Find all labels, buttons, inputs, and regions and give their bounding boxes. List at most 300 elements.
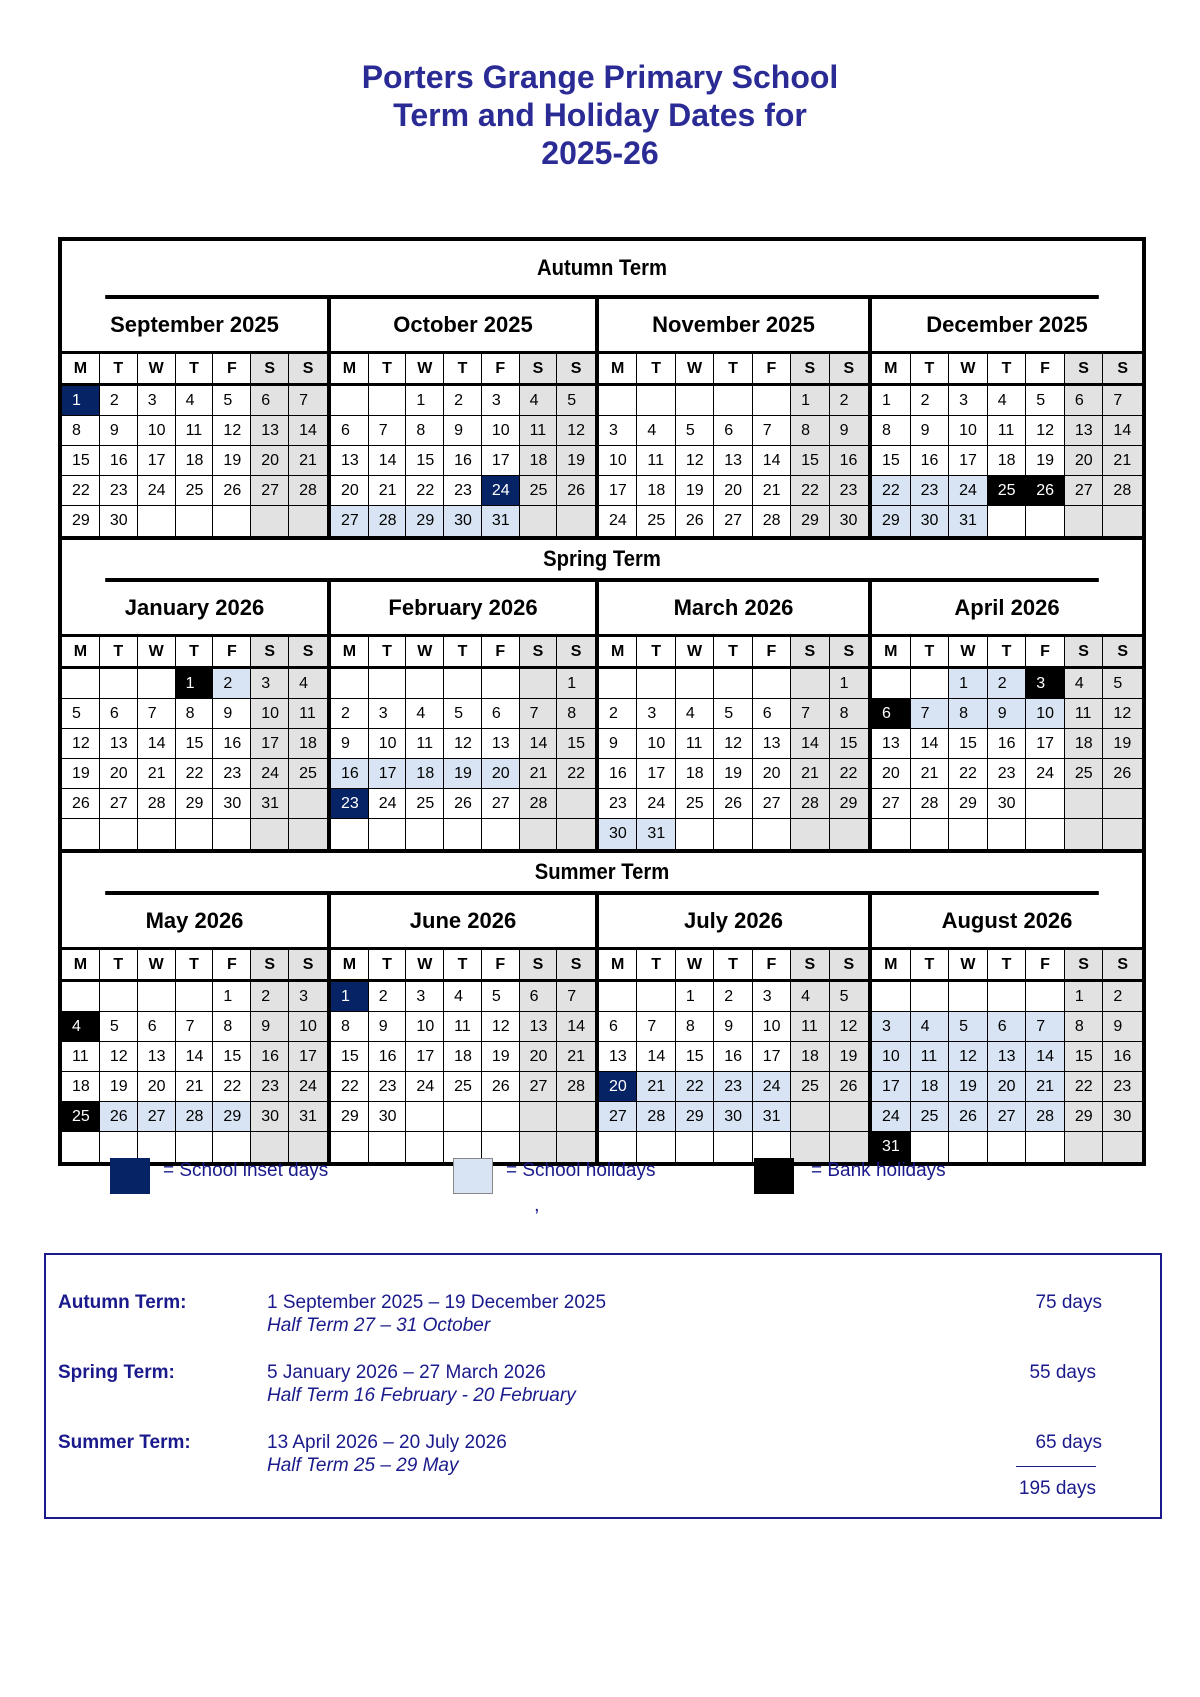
month-block xyxy=(872,895,1142,1162)
day-cell: 10 xyxy=(482,416,520,446)
day-cell: 1 xyxy=(213,982,251,1012)
day-cell: 13 xyxy=(872,729,911,759)
empty-cell xyxy=(676,819,714,849)
day-cell: 21 xyxy=(138,759,176,789)
weekday-header: S xyxy=(520,950,558,982)
day-cell: 31 xyxy=(949,506,988,536)
day-cell: 12 xyxy=(1026,416,1065,446)
day-cell: 12 xyxy=(676,446,714,476)
day-cell: 8 xyxy=(213,1012,251,1042)
day-cell: 26 xyxy=(62,789,100,819)
day-cell: 18 xyxy=(176,446,214,476)
empty-cell xyxy=(949,982,988,1012)
day-cell: 10 xyxy=(251,699,289,729)
day-cell: 3 xyxy=(251,669,289,699)
day-cell: 5 xyxy=(949,1012,988,1042)
day-cell: 20 xyxy=(753,759,791,789)
day-cell: 10 xyxy=(289,1012,327,1042)
empty-cell xyxy=(791,669,829,699)
day-cell: 6 xyxy=(714,416,752,446)
day-cell: 19 xyxy=(1103,729,1142,759)
day-cell: 15 xyxy=(62,446,100,476)
day-cell: 4 xyxy=(289,669,327,699)
day-cell: 26 xyxy=(482,1072,520,1102)
day-cell: 7 xyxy=(1103,386,1142,416)
empty-cell xyxy=(988,982,1027,1012)
day-cell: 28 xyxy=(289,476,327,506)
day-cell: 30 xyxy=(830,506,868,536)
weekday-header: T xyxy=(637,354,675,386)
day-cell: 2 xyxy=(599,699,637,729)
day-cell: 2 xyxy=(444,386,482,416)
day-cell: 26 xyxy=(949,1102,988,1132)
month-grid xyxy=(62,637,327,849)
day-cell: 10 xyxy=(949,416,988,446)
day-cell: 13 xyxy=(988,1042,1027,1072)
weekday-header: T xyxy=(444,637,482,669)
weekday-header: S xyxy=(251,354,289,386)
weekday-header: W xyxy=(676,354,714,386)
day-cell: 27 xyxy=(520,1072,558,1102)
empty-cell xyxy=(753,386,791,416)
day-cell: 9 xyxy=(830,416,868,446)
day-cell: 4 xyxy=(988,386,1027,416)
month-block xyxy=(62,582,331,849)
day-cell: 16 xyxy=(911,446,950,476)
day-cell: 20 xyxy=(1065,446,1104,476)
spring-summary-label: Spring Term: xyxy=(58,1362,175,1383)
weekday-header: S xyxy=(1065,637,1104,669)
day-cell: 10 xyxy=(406,1012,444,1042)
empty-cell xyxy=(872,982,911,1012)
day-cell: 31 xyxy=(289,1102,327,1132)
day-cell: 18 xyxy=(444,1042,482,1072)
month-title: April 2026 xyxy=(872,582,1142,637)
day-cell: 8 xyxy=(62,416,100,446)
empty-cell xyxy=(1026,982,1065,1012)
weekday-header: F xyxy=(1026,637,1065,669)
month-grid xyxy=(599,950,868,1162)
empty-cell xyxy=(1065,819,1104,849)
day-cell: 10 xyxy=(369,729,407,759)
weekday-header: F xyxy=(213,637,251,669)
empty-cell xyxy=(714,669,752,699)
empty-cell xyxy=(753,669,791,699)
day-cell: 25 xyxy=(289,759,327,789)
day-cell: 2 xyxy=(1103,982,1142,1012)
empty-cell xyxy=(482,1102,520,1132)
day-cell: 17 xyxy=(406,1042,444,1072)
day-cell: 24 xyxy=(637,789,675,819)
day-cell: 28 xyxy=(138,789,176,819)
day-cell: 14 xyxy=(791,729,829,759)
empty-cell xyxy=(138,506,176,536)
weekday-header: F xyxy=(482,354,520,386)
day-cell: 11 xyxy=(289,699,327,729)
day-cell: 6 xyxy=(100,699,138,729)
summer-summary-range: 13 April 2026 – 20 July 2026 xyxy=(267,1432,507,1453)
day-cell: 28 xyxy=(557,1072,595,1102)
day-cell: 13 xyxy=(331,446,369,476)
month-grid xyxy=(872,354,1142,536)
day-cell: 18 xyxy=(62,1072,100,1102)
day-cell: 16 xyxy=(251,1042,289,1072)
day-cell: 9 xyxy=(251,1012,289,1042)
day-cell: 19 xyxy=(714,759,752,789)
months-row xyxy=(62,895,1142,1162)
weekday-header: M xyxy=(331,354,369,386)
empty-cell xyxy=(1065,789,1104,819)
day-cell: 4 xyxy=(676,699,714,729)
day-cell: 24 xyxy=(289,1072,327,1102)
summer-summary-half-term: Half Term 25 – 29 May xyxy=(267,1455,459,1476)
day-cell: 18 xyxy=(911,1072,950,1102)
weekday-header: F xyxy=(213,950,251,982)
day-cell: 19 xyxy=(213,446,251,476)
day-cell: 21 xyxy=(520,759,558,789)
weekday-header: S xyxy=(251,950,289,982)
day-cell: 11 xyxy=(444,1012,482,1042)
day-cell: 18 xyxy=(637,476,675,506)
month-block xyxy=(872,582,1142,849)
empty-cell xyxy=(1065,506,1104,536)
day-cell: 14 xyxy=(176,1042,214,1072)
term-header-autumn: Autumn Term xyxy=(105,241,1099,299)
day-cell: 29 xyxy=(949,789,988,819)
day-cell: 24 xyxy=(138,476,176,506)
weekday-header: T xyxy=(911,354,950,386)
day-cell: 24 xyxy=(482,476,520,506)
empty-cell xyxy=(714,819,752,849)
day-cell: 17 xyxy=(637,759,675,789)
day-cell: 23 xyxy=(714,1072,752,1102)
day-cell: 6 xyxy=(599,1012,637,1042)
day-cell: 26 xyxy=(557,476,595,506)
day-cell: 1 xyxy=(872,386,911,416)
day-cell: 12 xyxy=(62,729,100,759)
empty-cell xyxy=(557,789,595,819)
day-cell: 15 xyxy=(830,729,868,759)
total-rule xyxy=(1016,1466,1096,1467)
weekday-header: S xyxy=(520,354,558,386)
day-cell: 17 xyxy=(289,1042,327,1072)
day-cell: 17 xyxy=(1026,729,1065,759)
weekday-header: T xyxy=(369,354,407,386)
day-cell: 16 xyxy=(830,446,868,476)
day-cell: 2 xyxy=(213,669,251,699)
weekday-header: M xyxy=(331,950,369,982)
day-cell: 15 xyxy=(331,1042,369,1072)
month-title: October 2025 xyxy=(331,299,595,354)
day-cell: 6 xyxy=(482,699,520,729)
day-cell: 25 xyxy=(406,789,444,819)
day-cell: 14 xyxy=(1026,1042,1065,1072)
weekday-header: T xyxy=(911,637,950,669)
day-cell: 10 xyxy=(753,1012,791,1042)
empty-cell xyxy=(791,819,829,849)
day-cell: 27 xyxy=(331,506,369,536)
day-cell: 15 xyxy=(557,729,595,759)
weekday-header: F xyxy=(753,354,791,386)
empty-cell xyxy=(482,819,520,849)
day-cell: 30 xyxy=(100,506,138,536)
day-cell: 3 xyxy=(872,1012,911,1042)
day-cell: 23 xyxy=(911,476,950,506)
empty-cell xyxy=(714,386,752,416)
weekday-header: M xyxy=(872,950,911,982)
day-cell: 16 xyxy=(1103,1042,1142,1072)
day-cell: 13 xyxy=(753,729,791,759)
day-cell: 26 xyxy=(1026,476,1065,506)
weekday-header: S xyxy=(251,637,289,669)
day-cell: 14 xyxy=(911,729,950,759)
day-cell: 1 xyxy=(176,669,214,699)
weekday-header: T xyxy=(100,354,138,386)
weekday-header: S xyxy=(289,354,327,386)
day-cell: 22 xyxy=(176,759,214,789)
day-cell: 12 xyxy=(1103,699,1142,729)
holiday-swatch xyxy=(453,1158,493,1194)
day-cell: 12 xyxy=(482,1012,520,1042)
empty-cell xyxy=(520,506,558,536)
empty-cell xyxy=(176,819,214,849)
day-cell: 7 xyxy=(637,1012,675,1042)
day-cell: 19 xyxy=(444,759,482,789)
day-cell: 29 xyxy=(406,506,444,536)
day-cell: 1 xyxy=(791,386,829,416)
day-cell: 27 xyxy=(482,789,520,819)
term-header-summer: Summer Term xyxy=(105,853,1099,895)
empty-cell xyxy=(676,386,714,416)
empty-cell xyxy=(213,506,251,536)
day-cell: 3 xyxy=(637,699,675,729)
day-cell: 4 xyxy=(444,982,482,1012)
empty-cell xyxy=(830,819,868,849)
weekday-header: W xyxy=(138,950,176,982)
day-cell: 25 xyxy=(520,476,558,506)
day-cell: 26 xyxy=(1103,759,1142,789)
day-cell: 13 xyxy=(520,1012,558,1042)
day-cell: 9 xyxy=(369,1012,407,1042)
day-cell: 24 xyxy=(369,789,407,819)
day-cell: 7 xyxy=(791,699,829,729)
day-cell: 7 xyxy=(520,699,558,729)
day-cell: 15 xyxy=(949,729,988,759)
day-cell: 7 xyxy=(369,416,407,446)
day-cell: 14 xyxy=(753,446,791,476)
day-cell: 3 xyxy=(289,982,327,1012)
day-cell: 7 xyxy=(289,386,327,416)
weekday-header: M xyxy=(62,950,100,982)
day-cell: 23 xyxy=(988,759,1027,789)
empty-cell xyxy=(62,819,100,849)
empty-cell xyxy=(176,982,214,1012)
month-grid xyxy=(599,354,868,536)
weekday-header: S xyxy=(791,354,829,386)
day-cell: 17 xyxy=(872,1072,911,1102)
title-line-3: 2025-26 xyxy=(541,135,659,171)
day-cell: 11 xyxy=(1065,699,1104,729)
month-block xyxy=(62,299,331,536)
day-cell: 3 xyxy=(482,386,520,416)
day-cell: 27 xyxy=(251,476,289,506)
day-cell: 18 xyxy=(1065,729,1104,759)
empty-cell xyxy=(1103,506,1142,536)
weekday-header: M xyxy=(62,637,100,669)
day-cell: 16 xyxy=(599,759,637,789)
term-summary-box xyxy=(44,1253,1162,1519)
month-grid xyxy=(331,637,595,849)
day-cell: 22 xyxy=(949,759,988,789)
weekday-header: M xyxy=(872,354,911,386)
month-title: August 2026 xyxy=(872,895,1142,950)
weekday-header: T xyxy=(637,637,675,669)
day-cell: 6 xyxy=(1065,386,1104,416)
day-cell: 10 xyxy=(599,446,637,476)
day-cell: 22 xyxy=(830,759,868,789)
title-line-2: Term and Holiday Dates for xyxy=(393,97,807,133)
day-cell: 24 xyxy=(599,506,637,536)
day-cell: 7 xyxy=(753,416,791,446)
day-cell: 21 xyxy=(1026,1072,1065,1102)
empty-cell xyxy=(599,982,637,1012)
day-cell: 11 xyxy=(62,1042,100,1072)
empty-cell xyxy=(911,819,950,849)
day-cell: 13 xyxy=(599,1042,637,1072)
day-cell: 20 xyxy=(872,759,911,789)
day-cell: 22 xyxy=(872,476,911,506)
day-cell: 17 xyxy=(599,476,637,506)
empty-cell xyxy=(444,1102,482,1132)
month-grid xyxy=(62,354,327,536)
day-cell: 23 xyxy=(830,476,868,506)
day-cell: 6 xyxy=(331,416,369,446)
empty-cell xyxy=(289,819,327,849)
autumn-summary-half-term: Half Term 27 – 31 October xyxy=(267,1315,491,1336)
day-cell: 23 xyxy=(213,759,251,789)
day-cell: 17 xyxy=(251,729,289,759)
day-cell: 5 xyxy=(482,982,520,1012)
weekday-header: T xyxy=(176,637,214,669)
day-cell: 18 xyxy=(406,759,444,789)
day-cell: 4 xyxy=(406,699,444,729)
day-cell: 19 xyxy=(1026,446,1065,476)
day-cell: 20 xyxy=(714,476,752,506)
month-title: January 2026 xyxy=(62,582,327,637)
day-cell: 23 xyxy=(251,1072,289,1102)
day-cell: 30 xyxy=(213,789,251,819)
empty-cell xyxy=(406,669,444,699)
day-cell: 14 xyxy=(289,416,327,446)
day-cell: 9 xyxy=(911,416,950,446)
weekday-header: F xyxy=(213,354,251,386)
day-cell: 21 xyxy=(557,1042,595,1072)
day-cell: 1 xyxy=(830,669,868,699)
day-cell: 25 xyxy=(1065,759,1104,789)
day-cell: 7 xyxy=(911,699,950,729)
empty-cell xyxy=(138,982,176,1012)
empty-cell xyxy=(599,386,637,416)
day-cell: 17 xyxy=(949,446,988,476)
day-cell: 22 xyxy=(406,476,444,506)
day-cell: 9 xyxy=(213,699,251,729)
day-cell: 8 xyxy=(406,416,444,446)
weekday-header: T xyxy=(176,354,214,386)
day-cell: 25 xyxy=(676,789,714,819)
month-block xyxy=(331,582,599,849)
day-cell: 30 xyxy=(714,1102,752,1132)
empty-cell xyxy=(872,669,911,699)
day-cell: 8 xyxy=(830,699,868,729)
day-cell: 4 xyxy=(911,1012,950,1042)
day-cell: 3 xyxy=(753,982,791,1012)
day-cell: 1 xyxy=(676,982,714,1012)
day-cell: 24 xyxy=(251,759,289,789)
month-block xyxy=(872,299,1142,536)
empty-cell xyxy=(138,669,176,699)
day-cell: 14 xyxy=(520,729,558,759)
empty-cell xyxy=(1026,789,1065,819)
spring-summary-range: 5 January 2026 – 27 March 2026 xyxy=(267,1362,546,1383)
month-block xyxy=(331,895,599,1162)
month-grid xyxy=(872,950,1142,1162)
day-cell: 5 xyxy=(213,386,251,416)
day-cell: 10 xyxy=(138,416,176,446)
day-cell: 13 xyxy=(138,1042,176,1072)
weekday-header: S xyxy=(1103,950,1142,982)
weekday-header: S xyxy=(557,637,595,669)
weekday-header: T xyxy=(444,950,482,982)
day-cell: 6 xyxy=(520,982,558,1012)
day-cell: 2 xyxy=(251,982,289,1012)
month-grid xyxy=(599,637,868,849)
empty-cell xyxy=(911,982,950,1012)
day-cell: 27 xyxy=(1065,476,1104,506)
day-cell: 8 xyxy=(872,416,911,446)
inset-legend-label: = School inset days xyxy=(163,1160,329,1181)
empty-cell xyxy=(791,1102,829,1132)
weekday-header: W xyxy=(949,354,988,386)
weekday-header: T xyxy=(369,637,407,669)
day-cell: 20 xyxy=(138,1072,176,1102)
empty-cell xyxy=(406,1102,444,1132)
weekday-header: T xyxy=(637,950,675,982)
day-cell: 7 xyxy=(138,699,176,729)
day-cell: 31 xyxy=(251,789,289,819)
weekday-header: T xyxy=(988,637,1027,669)
day-cell: 17 xyxy=(753,1042,791,1072)
weekday-header: T xyxy=(714,637,752,669)
day-cell: 15 xyxy=(676,1042,714,1072)
autumn-summary-label: Autumn Term: xyxy=(58,1292,187,1313)
day-cell: 2 xyxy=(331,699,369,729)
day-cell: 23 xyxy=(1103,1072,1142,1102)
day-cell: 15 xyxy=(406,446,444,476)
day-cell: 9 xyxy=(714,1012,752,1042)
day-cell: 17 xyxy=(138,446,176,476)
day-cell: 8 xyxy=(176,699,214,729)
day-cell: 29 xyxy=(331,1102,369,1132)
day-cell: 15 xyxy=(213,1042,251,1072)
day-cell: 31 xyxy=(872,1132,911,1162)
weekday-header: S xyxy=(1103,637,1142,669)
day-cell: 2 xyxy=(100,386,138,416)
day-cell: 16 xyxy=(714,1042,752,1072)
weekday-header: W xyxy=(676,950,714,982)
day-cell: 20 xyxy=(520,1042,558,1072)
day-cell: 24 xyxy=(406,1072,444,1102)
day-cell: 19 xyxy=(482,1042,520,1072)
